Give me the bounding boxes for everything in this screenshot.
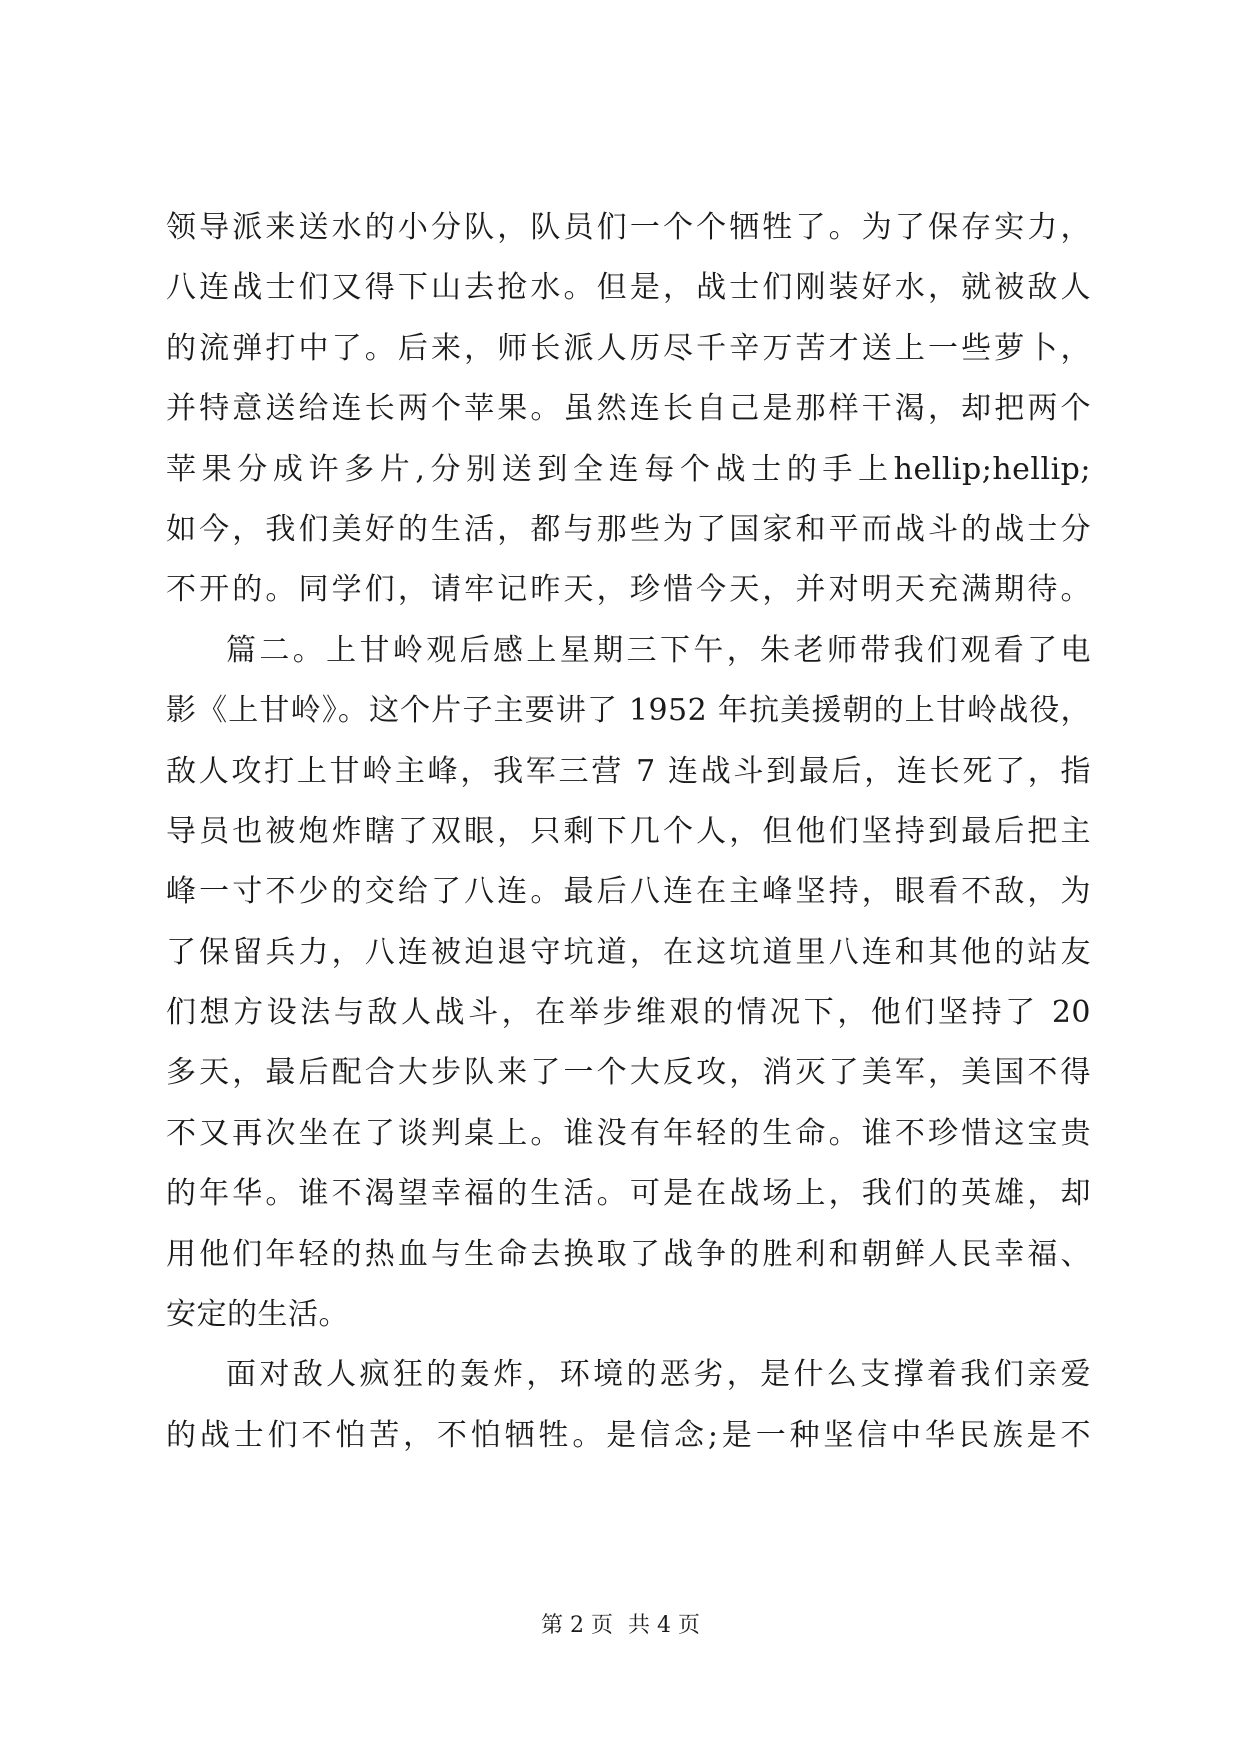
page-footer [0,1612,1241,1640]
text-line: 了保留兵力，八连被迫退守坑道，在这坑道里八连和其他的站友 [166,934,1091,970]
text-line: 苹果分成许多片,分别送到全连每个战士的手上hellip;hellip; [166,451,1091,487]
text-line: 用他们年轻的热血与生命去换取了战争的胜利和朝鲜人民幸福、 [166,1236,1091,1272]
text-line: 的年华。谁不渴望幸福的生活。可是在战场上，我们的英雄，却 [166,1176,1091,1212]
text-line: 如今，我们美好的生活，都与那些为了国家和平而战斗的战士分 [166,511,1091,547]
text-line: 敌人攻打上甘岭主峰，我军三营 7 连战斗到最后，连长死了，指 [166,753,1091,789]
paragraph-start-line: 篇二。上甘岭观后感上星期三下午，朱老师带我们观看了电 [226,632,1091,668]
text-line: 多天，最后配合大步队来了一个大反攻，消灭了美军，美国不得 [166,1055,1091,1091]
text-line: 导员也被炮炸瞎了双眼，只剩下几个人，但他们坚持到最后把主 [166,813,1091,849]
text-line: 八连战士们又得下山去抢水。但是，战士们刚装好水，就被敌人 [166,270,1091,306]
text-line: 的流弹打中了。后来，师长派人历尽千辛万苦才送上一些萝卜， [166,330,1091,366]
text-line: 们想方设法与敌人战斗，在举步维艰的情况下，他们坚持了 20 [166,995,1091,1031]
paragraph-start-line: 面对敌人疯狂的轰炸，环境的恶劣，是什么支撑着我们亲爱 [226,1357,1091,1393]
text-line: 峰一寸不少的交给了八连。最后八连在主峰坚持，眼看不敌，为 [166,874,1091,910]
page-number: 第 2 页 [541,1613,613,1638]
document-body [166,198,1091,1466]
text-line: 领导派来送水的小分队，队员们一个个牺牲了。为了保存实力， [166,210,1091,245]
text-line: 安定的生活。 [166,1297,349,1333]
text-line: 的战士们不怕苦，不怕牺牲。是信念;是一种坚信中华民族是不 [166,1417,1091,1453]
text-line: 不开的。同学们，请牢记昨天，珍惜今天，并对明天充满期待。 [166,572,1091,608]
text-line: 影《上甘岭》。这个片子主要讲了 1952 年抗美援朝的上甘岭战役， [166,693,1091,729]
text-line: 不又再次坐在了谈判桌上。谁没有年轻的生命。谁不珍惜这宝贵 [166,1115,1091,1151]
text-line: 并特意送给连长两个苹果。虽然连长自己是那样干渴，却把两个 [166,391,1091,427]
page-total: 共 4 页 [628,1613,700,1638]
